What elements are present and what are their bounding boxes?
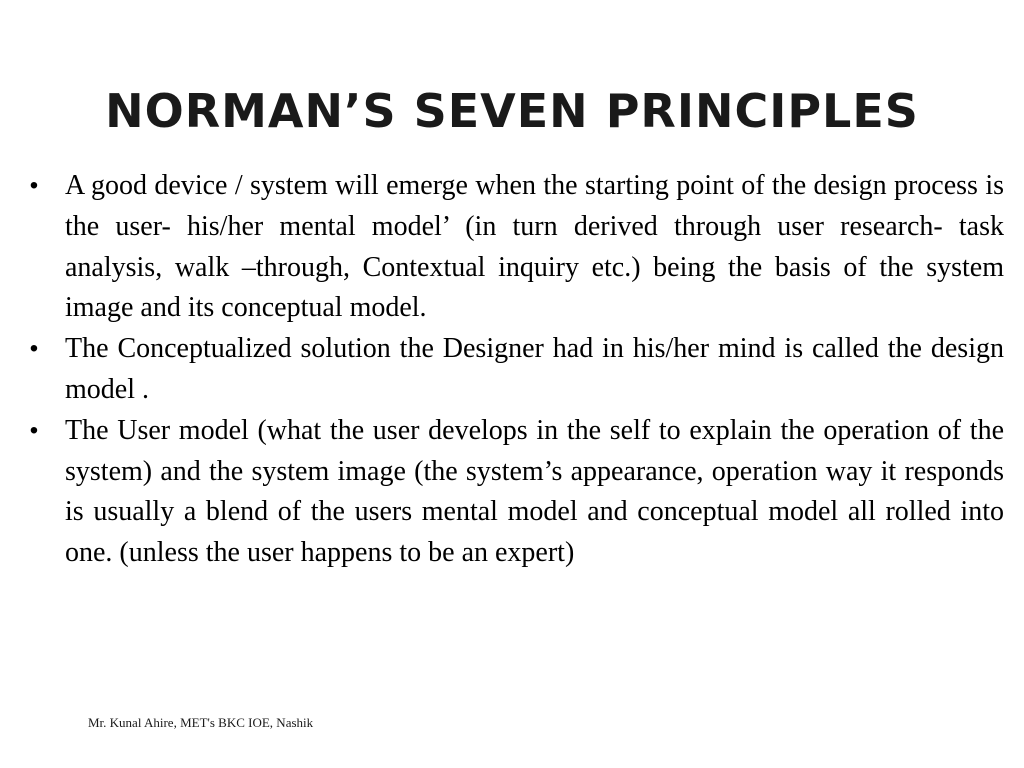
slide-title: NORMAN’S SEVEN PRINCIPLES xyxy=(105,84,919,138)
bullet-icon: • xyxy=(29,416,39,444)
bullet-item xyxy=(24,411,1004,574)
bullet-text: A good device / system will emerge when the starting point of the design process is the user- his/her mental model’ (in turn derived through user research- task analysis, walk –through, Contextual inquiry etc.) being the basis of the system image and its conceptual model. xyxy=(65,170,1004,324)
bullet-item xyxy=(24,329,1004,411)
bullet-text: The Conceptualized solution the Designer had in his/her mind is called the design model . xyxy=(65,333,1004,405)
bullet-icon: • xyxy=(29,172,39,199)
bullet-icon: • xyxy=(29,335,39,363)
bullet-list xyxy=(24,166,1004,574)
footer-credit: Mr. Kunal Ahire, MET's BKC IOE, Nashik xyxy=(88,715,314,730)
bullet-item xyxy=(24,166,1004,329)
bullet-text: The User model (what the user develops in the self to explain the operation of the system) and the system image (the system’s appearance, operation way it responds is usually a blend of the users mental model and conceptual model all rolled into one. (unless the user happens to be an expert) xyxy=(65,414,1004,569)
